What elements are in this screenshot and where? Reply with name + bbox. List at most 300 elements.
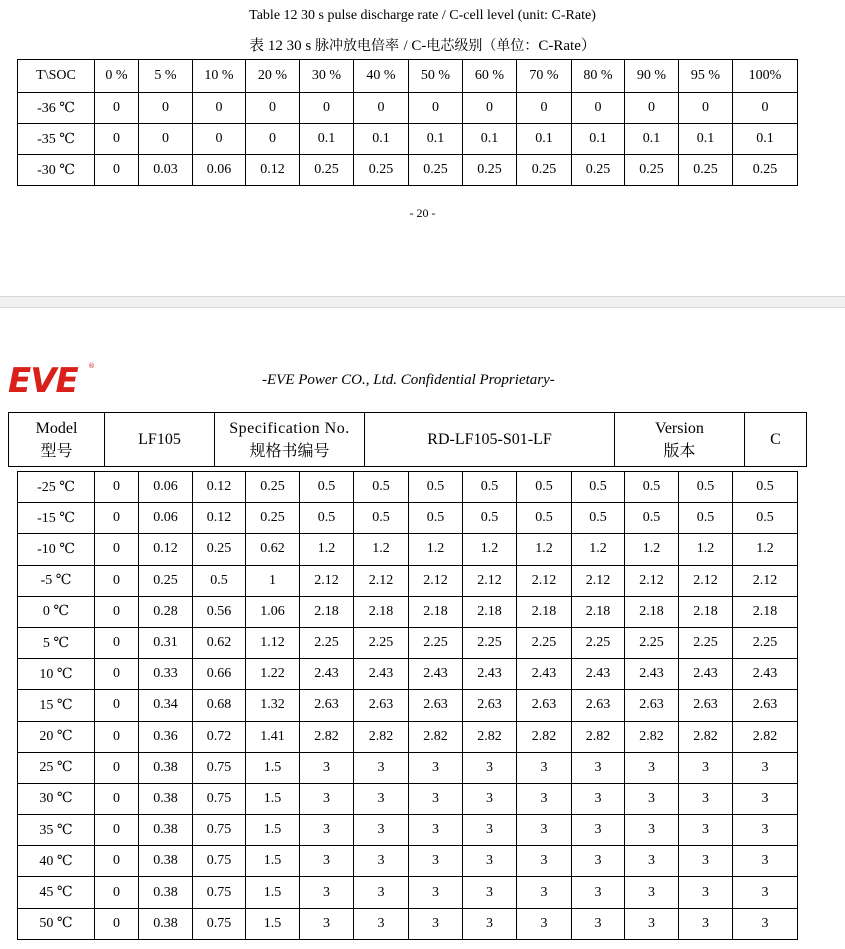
table-cell: 90 % — [625, 60, 679, 93]
table-cell: 0 — [354, 93, 409, 124]
table-cell: 0.25 — [679, 155, 733, 186]
row-label-cell: -35 ℃ — [18, 124, 95, 155]
table-cell: 3 — [463, 846, 517, 877]
table-caption-en: Table 12 30 s pulse discharge rate / C-cell level (unit: C-Rate) — [249, 8, 596, 23]
row-label-cell: 15 ℃ — [18, 690, 95, 721]
table-cell: 0.25 — [246, 503, 300, 534]
table-cell: 2.43 — [300, 659, 354, 690]
page-separator — [0, 296, 845, 308]
table-cell: 70 % — [517, 60, 572, 93]
table-cell: 2.82 — [733, 721, 798, 752]
table-cell: 0.5 — [625, 503, 679, 534]
table-row — [18, 846, 798, 877]
table-cell: 0.5 — [679, 472, 733, 503]
table-cell: 0 — [95, 565, 139, 596]
table-cell: 2.63 — [354, 690, 409, 721]
table-cell: 3 — [463, 752, 517, 783]
table-cell: 3 — [354, 815, 409, 846]
confidential-banner: -EVE Power CO., Ltd. Confidential Proprietary- — [262, 372, 555, 388]
table-cell: 2.25 — [409, 627, 463, 658]
table-cell: 2.43 — [625, 659, 679, 690]
table-cell: 0.06 — [193, 155, 246, 186]
row-label-cell: 40 ℃ — [18, 846, 95, 877]
pulse-discharge-table-top — [17, 59, 798, 186]
spec-no-value: RD-LF105-S01-LF — [365, 413, 615, 467]
table-cell: 3 — [300, 846, 354, 877]
table-cell: 3 — [572, 815, 625, 846]
table-cell: 0.5 — [354, 503, 409, 534]
table-cell: 0.34 — [139, 690, 193, 721]
table-cell: 3 — [517, 877, 572, 908]
table-cell: 0 — [95, 752, 139, 783]
spec-header-table — [8, 412, 807, 467]
row-label-cell: 50 ℃ — [18, 908, 95, 939]
table-cell: 3 — [300, 908, 354, 939]
table-cell: 0 — [625, 93, 679, 124]
table-cell: 1.2 — [679, 534, 733, 565]
model-value: LF105 — [105, 413, 215, 467]
table-cell: 3 — [679, 752, 733, 783]
table-cell: 0.5 — [679, 503, 733, 534]
table-cell: 1.41 — [246, 721, 300, 752]
table-cell: 0.5 — [409, 503, 463, 534]
table-cell: 0 — [679, 93, 733, 124]
row-label-cell: 30 ℃ — [18, 783, 95, 814]
table-cell: 0 — [95, 472, 139, 503]
table-cell: 0.5 — [733, 503, 798, 534]
table-row — [18, 124, 798, 155]
table-cell: 0.5 — [517, 472, 572, 503]
table-cell: 2.82 — [409, 721, 463, 752]
table-caption-zh — [0, 37, 845, 55]
table-row — [18, 815, 798, 846]
table-cell: 3 — [517, 846, 572, 877]
table-cell: 0 — [95, 596, 139, 627]
table-cell: 60 % — [463, 60, 517, 93]
table-cell: 2.12 — [679, 565, 733, 596]
table-cell: 0.75 — [193, 877, 246, 908]
table-cell: 0.31 — [139, 627, 193, 658]
table-cell: 0.38 — [139, 908, 193, 939]
table-cell: 50 % — [409, 60, 463, 93]
table-row — [18, 93, 798, 124]
table-cell: 0.38 — [139, 815, 193, 846]
table-cell: 2.43 — [463, 659, 517, 690]
table-cell: 0 — [95, 877, 139, 908]
table-cell: 3 — [679, 846, 733, 877]
table-cell: 3 — [625, 815, 679, 846]
table-cell: 0.1 — [679, 124, 733, 155]
table-cell: 20 % — [246, 60, 300, 93]
table-row — [18, 155, 798, 186]
table-cell: 0 — [95, 503, 139, 534]
table-cell: 0.38 — [139, 783, 193, 814]
table-cell: 80 % — [572, 60, 625, 93]
table-cell: 0 — [95, 627, 139, 658]
table-cell: 3 — [572, 846, 625, 877]
table-cell: 2.63 — [463, 690, 517, 721]
table-cell: 100% — [733, 60, 798, 93]
table-cell: 3 — [572, 877, 625, 908]
table-row — [18, 721, 798, 752]
table-cell: 0 — [139, 93, 193, 124]
table-cell: 3 — [409, 877, 463, 908]
row-label-cell: -25 ℃ — [18, 472, 95, 503]
table-cell: 0 — [409, 93, 463, 124]
table-cell: 0 — [95, 815, 139, 846]
table-cell: 2.82 — [625, 721, 679, 752]
table-cell: 0.25 — [463, 155, 517, 186]
table-cell: 0.12 — [139, 534, 193, 565]
table-cell: 0.25 — [139, 565, 193, 596]
table-cell: 0 — [246, 93, 300, 124]
table-cell: 3 — [354, 846, 409, 877]
table-cell: 2.25 — [625, 627, 679, 658]
table-cell: 3 — [354, 783, 409, 814]
table-cell: 1.2 — [625, 534, 679, 565]
table-row — [18, 60, 798, 93]
table-cell: 5 % — [139, 60, 193, 93]
table-cell: 3 — [733, 846, 798, 877]
table-cell: 3 — [733, 783, 798, 814]
table-cell: 2.63 — [300, 690, 354, 721]
table-cell: 3 — [572, 783, 625, 814]
table-cell: 0.25 — [193, 534, 246, 565]
table-cell: 2.18 — [300, 596, 354, 627]
table-cell: 2.25 — [679, 627, 733, 658]
table-cell: 0.25 — [572, 155, 625, 186]
table-cell: 0.75 — [193, 846, 246, 877]
table-cell: 0.25 — [733, 155, 798, 186]
table-cell: 0 — [95, 155, 139, 186]
table-cell: 3 — [300, 815, 354, 846]
row-label-cell: 10 ℃ — [18, 659, 95, 690]
table-cell: 2.43 — [679, 659, 733, 690]
page-number: - 20 - — [409, 206, 436, 220]
table-cell: 0.38 — [139, 846, 193, 877]
table-cell: 3 — [517, 752, 572, 783]
table-cell: 1.5 — [246, 815, 300, 846]
table-cell: 2.18 — [679, 596, 733, 627]
table-cell: 0 — [95, 93, 139, 124]
table-cell: 3 — [300, 783, 354, 814]
table-cell: 0.75 — [193, 783, 246, 814]
table-cell: 1.2 — [409, 534, 463, 565]
row-label-cell: 0 ℃ — [18, 596, 95, 627]
table-cell: 2.43 — [517, 659, 572, 690]
table-cell: 3 — [409, 846, 463, 877]
table-cell: 2.12 — [354, 565, 409, 596]
table-cell: 3 — [733, 877, 798, 908]
caption-zh-part: 电芯级别（单位： — [426, 38, 539, 54]
table-cell: 1.5 — [246, 846, 300, 877]
table-cell: 2.25 — [354, 627, 409, 658]
table-cell: 0.5 — [572, 503, 625, 534]
table-cell: 0.5 — [733, 472, 798, 503]
table-cell: 2.12 — [625, 565, 679, 596]
table-cell: 0 — [95, 783, 139, 814]
row-label-cell: 5 ℃ — [18, 627, 95, 658]
table-cell: 0.5 — [300, 503, 354, 534]
table-cell: 2.25 — [300, 627, 354, 658]
table-cell: 0.62 — [193, 627, 246, 658]
table-cell: 0.72 — [193, 721, 246, 752]
table-cell: 3 — [354, 752, 409, 783]
table-cell: 0 — [193, 93, 246, 124]
table-cell: 0.1 — [409, 124, 463, 155]
table-cell: 1 — [246, 565, 300, 596]
table-cell: 0.5 — [409, 472, 463, 503]
table-row — [18, 690, 798, 721]
table-cell: 2.12 — [572, 565, 625, 596]
table-cell: 3 — [517, 815, 572, 846]
table-cell: 0.25 — [300, 155, 354, 186]
table-cell: 1.06 — [246, 596, 300, 627]
table-cell: 3 — [625, 877, 679, 908]
row-label-cell: -36 ℃ — [18, 93, 95, 124]
table-cell: 3 — [463, 908, 517, 939]
table-cell: 2.63 — [625, 690, 679, 721]
table-cell: 1.2 — [463, 534, 517, 565]
table-cell: 3 — [625, 783, 679, 814]
table-cell: 0.66 — [193, 659, 246, 690]
table-cell: 0.1 — [572, 124, 625, 155]
table-row — [18, 659, 798, 690]
table-cell: 1.2 — [354, 534, 409, 565]
table-cell: 3 — [300, 877, 354, 908]
row-label-cell: T\SOC — [18, 60, 95, 93]
version-value: C — [745, 413, 807, 467]
table-row — [18, 783, 798, 814]
table-cell: 3 — [679, 908, 733, 939]
table-cell: 0.06 — [139, 503, 193, 534]
table-cell: 0.75 — [193, 815, 246, 846]
table-cell: 3 — [463, 815, 517, 846]
table-cell: 3 — [572, 752, 625, 783]
table-cell: 0.1 — [625, 124, 679, 155]
table-cell: 2.63 — [572, 690, 625, 721]
table-cell: 0 % — [95, 60, 139, 93]
table-cell: 1.5 — [246, 908, 300, 939]
table-cell: 0.1 — [354, 124, 409, 155]
table-cell: 0.5 — [193, 565, 246, 596]
table-cell: 0.12 — [246, 155, 300, 186]
table-cell: 0 — [139, 124, 193, 155]
table-cell: 2.18 — [354, 596, 409, 627]
table-cell: 0.03 — [139, 155, 193, 186]
table-cell: 2.43 — [354, 659, 409, 690]
table-cell: 2.82 — [300, 721, 354, 752]
table-cell: 3 — [409, 908, 463, 939]
table-cell: 2.63 — [409, 690, 463, 721]
eve-logo: EVE — [8, 361, 78, 401]
table-cell: 0 — [95, 659, 139, 690]
table-cell: 2.25 — [572, 627, 625, 658]
table-cell: 0.56 — [193, 596, 246, 627]
table-cell: 40 % — [354, 60, 409, 93]
table-row — [18, 565, 798, 596]
table-cell: 2.63 — [733, 690, 798, 721]
table-cell: 30 % — [300, 60, 354, 93]
table-cell: 3 — [409, 815, 463, 846]
table-cell: 0.06 — [139, 472, 193, 503]
table-cell: 0.12 — [193, 472, 246, 503]
table-cell: 3 — [679, 877, 733, 908]
table-row — [18, 752, 798, 783]
table-cell: 0.25 — [354, 155, 409, 186]
caption-zh-part: C-Rate） — [538, 38, 596, 54]
model-label: Model 型号 — [9, 413, 105, 467]
table-row — [18, 503, 798, 534]
table-row — [18, 596, 798, 627]
table-cell: 0 — [246, 124, 300, 155]
table-cell: 0 — [95, 908, 139, 939]
table-cell: 3 — [354, 877, 409, 908]
table-cell: 2.18 — [463, 596, 517, 627]
table-cell: 0 — [517, 93, 572, 124]
table-cell: 2.43 — [409, 659, 463, 690]
table-cell: 0.5 — [625, 472, 679, 503]
table-cell: 1.5 — [246, 752, 300, 783]
table-cell: 0.36 — [139, 721, 193, 752]
row-label-cell: -15 ℃ — [18, 503, 95, 534]
registered-mark: ® — [88, 362, 95, 370]
table-row — [18, 908, 798, 939]
table-cell: 0.28 — [139, 596, 193, 627]
table-cell: 2.63 — [679, 690, 733, 721]
table-cell: 2.12 — [733, 565, 798, 596]
table-cell: 2.18 — [733, 596, 798, 627]
row-label-cell: 35 ℃ — [18, 815, 95, 846]
table-cell: 0.38 — [139, 752, 193, 783]
table-cell: 2.25 — [517, 627, 572, 658]
table-cell: 3 — [679, 783, 733, 814]
table-cell: 1.2 — [733, 534, 798, 565]
row-label-cell: -10 ℃ — [18, 534, 95, 565]
table-cell: 2.82 — [679, 721, 733, 752]
table-cell: 0.38 — [139, 877, 193, 908]
table-row — [18, 472, 798, 503]
table-cell: 3 — [625, 752, 679, 783]
table-cell: 0.5 — [517, 503, 572, 534]
table-cell: 0.75 — [193, 752, 246, 783]
table-cell: 0 — [733, 93, 798, 124]
table-cell: 3 — [517, 783, 572, 814]
table-cell: 0 — [193, 124, 246, 155]
table-cell: 3 — [625, 846, 679, 877]
table-cell: 2.18 — [625, 596, 679, 627]
table-cell: 2.25 — [463, 627, 517, 658]
table-cell: 0.5 — [572, 472, 625, 503]
table-cell: 3 — [733, 908, 798, 939]
table-cell: 3 — [300, 752, 354, 783]
table-cell: 2.12 — [409, 565, 463, 596]
row-label-cell: 25 ℃ — [18, 752, 95, 783]
table-cell: 0.12 — [193, 503, 246, 534]
table-cell: 2.12 — [300, 565, 354, 596]
table-cell: 3 — [463, 877, 517, 908]
table-cell: 0 — [95, 846, 139, 877]
row-label-cell: -5 ℃ — [18, 565, 95, 596]
table-cell: 1.32 — [246, 690, 300, 721]
table-cell: 2.82 — [354, 721, 409, 752]
table-cell: 0 — [95, 721, 139, 752]
table-row — [18, 877, 798, 908]
table-cell: 2.18 — [517, 596, 572, 627]
table-cell: 3 — [517, 908, 572, 939]
table-cell: 0 — [95, 124, 139, 155]
table-cell: 0.75 — [193, 908, 246, 939]
table-cell: 0.1 — [300, 124, 354, 155]
table-cell: 2.43 — [733, 659, 798, 690]
table-cell: 2.18 — [409, 596, 463, 627]
table-cell: 1.5 — [246, 877, 300, 908]
table-cell: 0.5 — [463, 472, 517, 503]
table-cell: 1.2 — [300, 534, 354, 565]
table-cell: 3 — [409, 752, 463, 783]
caption-zh-part: 脉冲放电倍率 — [314, 38, 404, 54]
table-cell: 0.25 — [409, 155, 463, 186]
caption-zh-part: / C- — [403, 38, 427, 54]
table-cell: 3 — [679, 815, 733, 846]
table-cell: 0.68 — [193, 690, 246, 721]
table-cell: 2.82 — [463, 721, 517, 752]
row-label-cell: -30 ℃ — [18, 155, 95, 186]
table-cell: 0.25 — [625, 155, 679, 186]
table-cell: 0.25 — [246, 472, 300, 503]
spec-no-label: Specification No. 规格书编号 — [215, 413, 365, 467]
table-cell: 0 — [95, 534, 139, 565]
pulse-discharge-table-bottom — [17, 471, 798, 940]
table-cell: 0 — [463, 93, 517, 124]
table-cell: 0 — [300, 93, 354, 124]
table-cell: 1.5 — [246, 783, 300, 814]
table-cell: 3 — [409, 783, 463, 814]
table-cell: 0.33 — [139, 659, 193, 690]
table-cell: 0 — [95, 690, 139, 721]
table-cell: 0.1 — [733, 124, 798, 155]
table-cell: 2.43 — [572, 659, 625, 690]
table-row — [18, 534, 798, 565]
table-cell: 0 — [572, 93, 625, 124]
table-cell: 1.2 — [517, 534, 572, 565]
table-cell: 0.62 — [246, 534, 300, 565]
table-cell: 0.25 — [517, 155, 572, 186]
table-cell: 0.1 — [463, 124, 517, 155]
table-cell: 3 — [625, 908, 679, 939]
table-cell: 3 — [572, 908, 625, 939]
table-cell: 2.18 — [572, 596, 625, 627]
row-label-cell: 20 ℃ — [18, 721, 95, 752]
table-cell: 3 — [354, 908, 409, 939]
table-cell: 1.2 — [572, 534, 625, 565]
table-cell: 95 % — [679, 60, 733, 93]
table-cell: 3 — [733, 815, 798, 846]
table-cell: 1.12 — [246, 627, 300, 658]
table-cell: 2.63 — [517, 690, 572, 721]
table-cell: 2.82 — [572, 721, 625, 752]
table-cell: 0.1 — [517, 124, 572, 155]
table-cell: 0.5 — [463, 503, 517, 534]
version-label: Version 版本 — [615, 413, 745, 467]
table-cell: 3 — [463, 783, 517, 814]
table-cell: 1.22 — [246, 659, 300, 690]
table-cell: 2.12 — [463, 565, 517, 596]
table-cell: 3 — [733, 752, 798, 783]
table-cell: 0.5 — [300, 472, 354, 503]
table-cell: 2.25 — [733, 627, 798, 658]
row-label-cell: 45 ℃ — [18, 877, 95, 908]
